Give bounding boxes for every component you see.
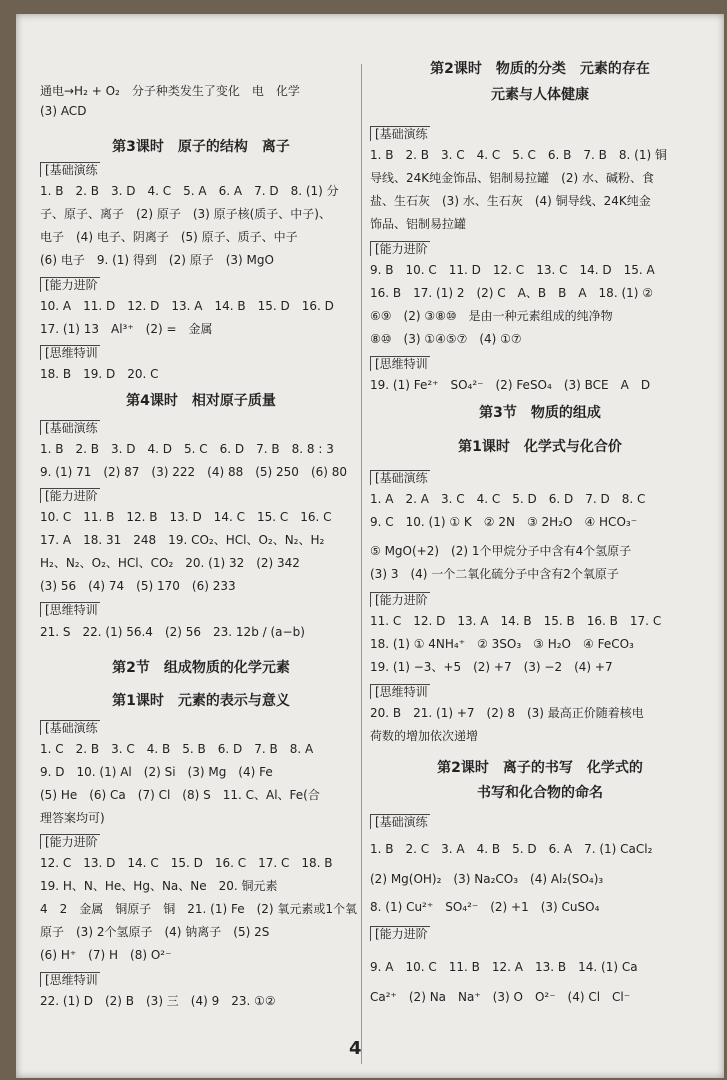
answer-line: 1. C 2. B 3. C 4. B 5. B 6. D 7. B 8. A [40, 742, 314, 756]
section-tag: [基础演练 [370, 814, 430, 829]
answer-line: 10. A 11. D 12. D 13. A 14. B 15. D 16. D [40, 299, 334, 313]
answer-line: 10. C 11. B 12. B 13. D 14. C 15. C 16. C [40, 510, 332, 524]
section-title: 第3节 物质的组成 [479, 405, 601, 421]
answer-line: 1. B 2. C 3. A 4. B 5. D 6. A 7. (1) CaCl₂ [370, 842, 653, 856]
section-title: 第1课时 元素的表示与意义 [112, 693, 290, 709]
section-tag: [能力进阶 [40, 488, 100, 503]
section-title: 第3课时 原子的结构 离子 [112, 139, 290, 155]
answer-line: 19. (1) −3、+5 (2) +7 (3) −2 (4) +7 [370, 660, 613, 674]
section-tag: [思维特训 [370, 356, 430, 371]
answer-line: 1. B 2. B 3. D 4. D 5. C 6. D 7. B 8. 8 : 3 [40, 442, 334, 456]
answer-line: (3) 3 (4) 一个二氧化硫分子中含有2个氧原子 [370, 567, 619, 581]
answer-line: 理答案均可) [40, 811, 105, 825]
answer-line: 4 2 金属 铜原子 铜 21. (1) Fe (2) 氧元素或1个氧 [40, 902, 358, 916]
answer-line: 18. (1) ① 4NH₄⁺ ② 3SO₃ ③ H₂O ④ FeCO₃ [370, 637, 634, 651]
answer-line: 8. (1) Cu²⁺ SO₄²⁻ (2) +1 (3) CuSO₄ [370, 900, 600, 914]
answer-line: Ca²⁺ (2) Na Na⁺ (3) O O²⁻ (4) Cl Cl⁻ [370, 990, 631, 1004]
section-tag: [思维特训 [40, 972, 100, 987]
answer-line: 22. (1) D (2) B (3) 三 (4) 9 23. ①② [40, 994, 276, 1008]
answer-line: 12. C 13. D 14. C 15. D 16. C 17. C 18. B [40, 856, 333, 870]
answer-line: 9. (1) 71 (2) 87 (3) 222 (4) 88 (5) 250 (6) 80 [40, 465, 348, 479]
section-tag: [思维特训 [40, 602, 100, 617]
answer-line: 子、原子、离子 (2) 原子 (3) 原子核(质子、中子)、 [40, 207, 331, 221]
section-title: 第2节 组成物质的化学元素 [112, 660, 290, 676]
answer-line: (5) He (6) Ca (7) Cl (8) S 11. C、Al、Fe(合 [40, 788, 320, 802]
answer-line: 17. (1) 13 Al³⁺ (2) = 金属 [40, 322, 213, 336]
section-tag: [能力进阶 [370, 241, 430, 256]
section-tag: [能力进阶 [40, 277, 100, 292]
answer-line: ⑧⑩ (3) ①④⑤⑦ (4) ①⑦ [370, 332, 522, 346]
answer-line: 18. B 19. D 20. C [40, 367, 159, 381]
answer-line: (6) 电子 9. (1) 得到 (2) 原子 (3) MgO [40, 253, 274, 267]
answer-line: 19. (1) Fe²⁺ SO₄²⁻ (2) FeSO₄ (3) BCE A D [370, 378, 651, 392]
answer-line: 17. A 18. 31 248 19. CO₂、HCl、O₂、N₂、H₂ [40, 533, 325, 547]
answer-line: 饰品、铝制易拉罐 [370, 217, 467, 231]
section-title: 第2课时 离子的书写 化学式的 [437, 760, 643, 776]
answer-line: 9. D 10. (1) Al (2) Si (3) Mg (4) Fe [40, 765, 273, 779]
answer-line: 荷数的增加依次递增 [370, 729, 479, 743]
section-title: 第1课时 化学式与化合价 [458, 439, 622, 455]
answer-line: 19. H、N、He、Hg、Na、Ne 20. 铜元素 [40, 879, 278, 893]
answer-line: 1. A 2. A 3. C 4. C 5. D 6. D 7. D 8. C [370, 492, 646, 506]
section-tag: [思维特训 [40, 345, 100, 360]
answer-line: ⑤ MgO(+2) (2) 1个甲烷分子中含有4个氢原子 [370, 544, 632, 558]
section-title: 第4课时 相对原子质量 [126, 393, 276, 409]
section-tag: [能力进阶 [40, 834, 100, 849]
answer-line: (3) ACD [40, 104, 87, 118]
section-tag: [能力进阶 [370, 592, 430, 607]
section-tag: [思维特训 [370, 684, 430, 699]
answer-line: 通电→H₂ + O₂ 分子种类发生了变化 电 化学 [40, 84, 300, 98]
answer-line: 导线、24K纯金饰品、铝制易拉罐 (2) 水、碱粉、食 [370, 171, 654, 185]
answer-line: 原子 (3) 2个氢原子 (4) 钠离子 (5) 2S [40, 925, 270, 939]
section-title: 书写和化合物的命名 [477, 785, 603, 801]
section-tag: [基础演练 [40, 420, 100, 435]
answer-line: (3) 56 (4) 74 (5) 170 (6) 233 [40, 579, 236, 593]
answer-line: H₂、N₂、O₂、HCl、CO₂ 20. (1) 32 (2) 342 [40, 556, 300, 570]
answer-line: 1. B 2. B 3. C 4. C 5. C 6. B 7. B 8. (1) 铜 [370, 148, 667, 162]
answer-line: ⑥⑨ (2) ③⑧⑩ 是由一种元素组成的纯净物 [370, 309, 613, 323]
section-tag: [基础演练 [370, 126, 430, 141]
page-number: 4 [349, 1038, 362, 1059]
answer-line: 11. C 12. D 13. A 14. B 15. B 16. B 17. C [370, 614, 662, 628]
section-tag: [基础演练 [370, 470, 430, 485]
section-tag: [基础演练 [40, 720, 100, 735]
answer-line: 9. A 10. C 11. B 12. A 13. B 14. (1) Ca [370, 960, 638, 974]
answer-line: (6) H⁺ (7) H (8) O²⁻ [40, 948, 172, 962]
section-title: 第2课时 物质的分类 元素的存在 [430, 61, 650, 77]
column-divider [361, 64, 362, 1064]
section-tag: [基础演练 [40, 162, 100, 177]
answer-line: 21. S 22. (1) 56.4 (2) 56 23. 12b / (a−b) [40, 625, 305, 639]
answer-line: 20. B 21. (1) +7 (2) 8 (3) 最高正价随着核电 [370, 706, 644, 720]
answer-line: 电子 (4) 电子、阴离子 (5) 原子、质子、中子 [40, 230, 298, 244]
answer-line: (2) Mg(OH)₂ (3) Na₂CO₃ (4) Al₂(SO₄)₃ [370, 872, 604, 886]
section-title: 元素与人体健康 [491, 87, 589, 103]
workbook-page [16, 14, 724, 1078]
answer-line: 盐、生石灰 (3) 水、生石灰 (4) 铜导线、24K纯金 [370, 194, 651, 208]
answer-line: 1. B 2. B 3. D 4. C 5. A 6. A 7. D 8. (1) 分 [40, 184, 339, 198]
answer-line: 9. C 10. (1) ① K ② 2N ③ 2H₂O ④ HCO₃⁻ [370, 515, 638, 529]
answer-line: 9. B 10. C 11. D 12. C 13. C 14. D 15. A [370, 263, 655, 277]
answer-line: 16. B 17. (1) 2 (2) C A、B B A 18. (1) ② [370, 286, 654, 300]
section-tag: [能力进阶 [370, 926, 430, 941]
